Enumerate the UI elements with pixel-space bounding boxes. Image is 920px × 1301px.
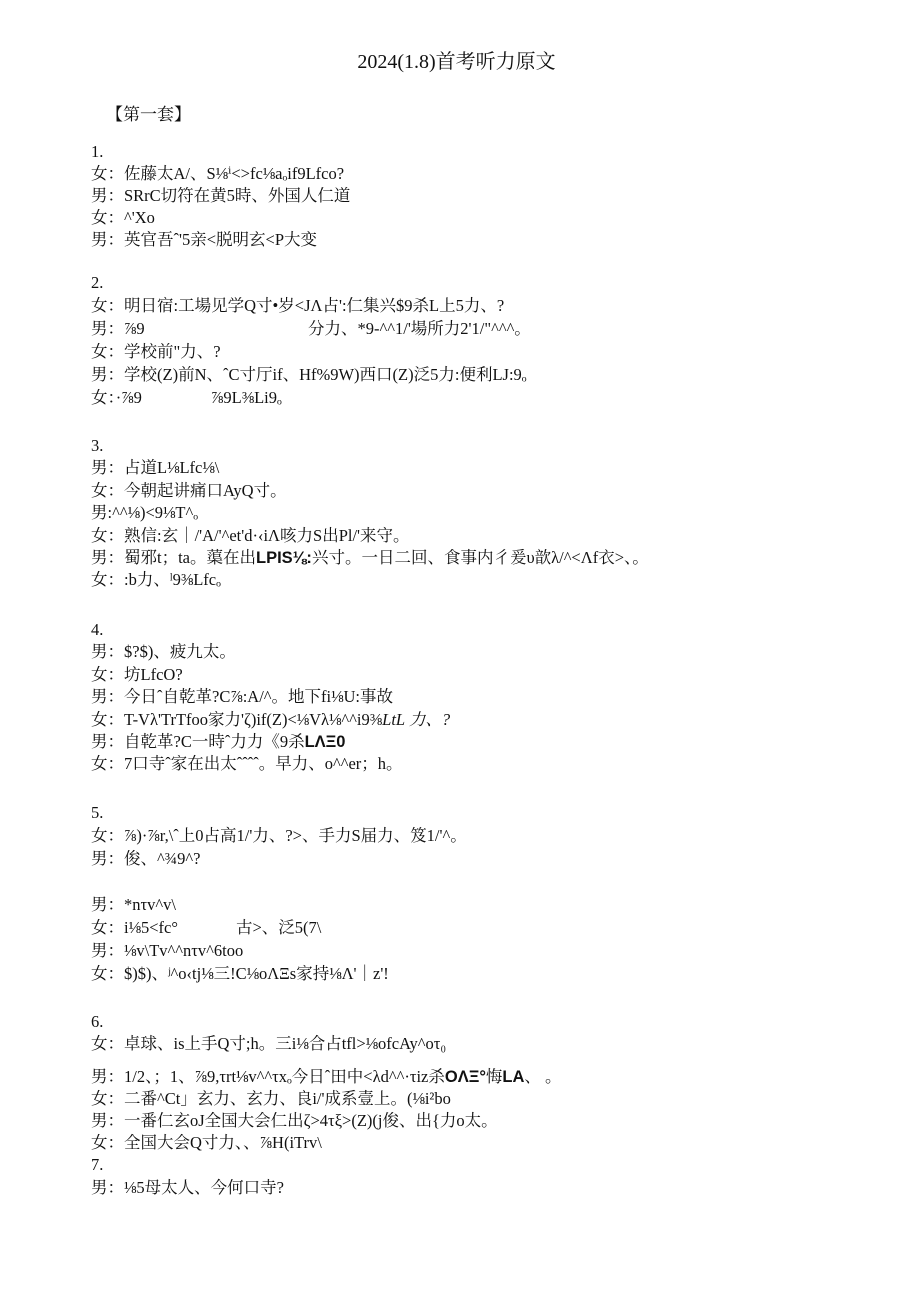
dialogue-line: 男：⅛v\Tv^^nτv^6too: [91, 941, 244, 960]
dialogue-line: 男：今日ˆ自乾革?C⅞:A/^。地下fi⅛U:事故: [91, 687, 393, 707]
dialogue-line-segment: 悔: [485, 1067, 503, 1086]
dialogue-line-segment: 女：T-Vλ'TrTfoo家力'ζ)if(Z)<⅛Vλ⅛^^i9⅜: [91, 709, 383, 729]
dialogue-line-segment: ⅞9L⅜Li9ₒ: [211, 388, 282, 407]
dialogue-line: 男：学校(Z)前N、ˆC寸厅if、Hf%9W)西口(Z)泛5力:便利LJ:9ₒ: [91, 365, 527, 384]
dialogue-line: 男：$?$)、疲九太。: [91, 642, 236, 662]
dialogue-line-segment: LA: [502, 1068, 525, 1086]
dialogue-line: 女：学校前"力、?: [91, 342, 221, 361]
dialogue-line-segment: 男：蜀邪t；ta。蕖在出: [91, 548, 256, 568]
dialogue-line-segment: LΛΞ0: [304, 733, 346, 752]
dialogue-line: 女：:b力、ˡ9⅜Lfcₒ: [91, 570, 221, 590]
section-number: 2.: [91, 273, 104, 292]
dialogue-line-segment: 古>、泛5(7\: [236, 918, 322, 937]
dialogue-line: 男：⅛5母太人、今何口寺?: [91, 1177, 284, 1197]
dialogue-line: 男:^^⅛)<9⅛T^ₒ: [91, 503, 198, 523]
section-number: 3.: [91, 436, 104, 455]
dialogue-line: 女：7口寺ˆ家在出太ˆˆˆˆ。早力、o^^er；h。: [91, 754, 403, 774]
dialogue-line: 女：明日宿:工場见学Q寸•岁<JΛ占':仁集兴$9杀L上5力、?: [91, 296, 505, 315]
dialogue-line-segment: 兴寸。一日二回、食事内彳爰υ歆λ/^<Λf衣>、。: [311, 548, 649, 568]
dialogue-line: 女：佐藤太A/、S⅛ⁱ<>fc⅛aₒif9Lfco?: [91, 164, 345, 183]
dialogue-line: [91, 317, 531, 340]
section-number: 5.: [91, 803, 104, 822]
dialogue-line: 男：英官吾ˆ'5亲<脱明玄<P大变: [91, 230, 318, 249]
dialogue-line-segment: 分力、*9-^^1/'場所力2'1/"^^^。: [308, 319, 531, 338]
dialogue-line: [91, 386, 531, 409]
dialogue-line-segment: 男：自乾革?C一時ˆ力力《9杀: [91, 732, 305, 752]
section-number: 1.: [91, 142, 104, 161]
dialogue-line: 女：二番^Ct」玄力、玄力、良i/'成系壹上。(⅛i²bo: [91, 1089, 451, 1108]
dialogue-line: 男：俊、^¾9^?: [91, 849, 201, 868]
section-2: [91, 271, 531, 409]
set-heading: 【第一套】: [106, 105, 191, 124]
dialogue-line: [91, 731, 450, 753]
dialogue-line: 男：占道L⅛Lfc⅛\: [91, 458, 220, 478]
section-number: 6.: [91, 1012, 104, 1031]
section-4: [91, 619, 450, 776]
dialogue-line: 女：熟信:玄｜/'A/'^et'd·‹iΛ咳力S出Pl/'来守。: [91, 525, 410, 545]
dialogue-line: 女：⅞)·⅞r,\ˆ上0占高1/'力、?>、手力S届力、笈1/'^。: [91, 826, 467, 845]
dialogue-line: [91, 916, 467, 939]
dialogue-line-segment: OΛΞ°: [444, 1068, 486, 1086]
section-number: 4.: [91, 620, 104, 639]
dialogue-line: [91, 1066, 562, 1088]
dialogue-line-segment: 女：i⅛5<fc°: [91, 918, 178, 937]
dialogue-line-segment: 男：1/2、；1、⅞9,τrt⅛v^^τxₒ今日ˆ田中<λd^^·τiz杀: [91, 1067, 445, 1086]
dialogue-line-segment: LPIS⅛:: [256, 549, 312, 568]
dialogue-line: 女：卓球、is上手Q寸;h。三i⅛合占tfl>⅛ofcAy^oτ₀: [91, 1034, 447, 1053]
section-1: [91, 141, 350, 251]
document-title: 2024(1.8)首考听力原文: [357, 51, 556, 73]
section-number: 7.: [91, 1155, 104, 1174]
section-7: [91, 1154, 284, 1199]
dialogue-line: [91, 547, 649, 569]
dialogue-line: 男：*nτv^v\: [91, 895, 176, 914]
dialogue-continued: [91, 893, 467, 985]
dialogue-line: 男：一番仁玄oJ全国大会仁出ζ>4τξ>(Z)(j俊、出{力o太。: [91, 1111, 498, 1130]
section-3: [91, 435, 649, 592]
dialogue-line: 女：全国大会Q寸力、、⅞H(iTrv\: [91, 1133, 322, 1152]
dialogue-line-segment: 男：⅞9: [91, 319, 145, 338]
dialogue-line: 女：今朝起讲痛口AyQ寸。: [91, 480, 287, 500]
dialogue-line: 女：^'Xo: [91, 208, 155, 227]
dialogue-line: 女：坊LfcO?: [91, 664, 183, 684]
dialogue-line-segment: 、 。: [524, 1067, 562, 1086]
dialogue-line-segment: 女：·⅞9: [91, 388, 142, 407]
section-5: [91, 801, 467, 985]
dialogue-line-segment: LtL 力、?: [382, 709, 451, 729]
dialogue-line: [91, 709, 450, 731]
dialogue-line: 男：SRrC切符在黄5時、外国人仁道: [91, 186, 351, 205]
dialogue-line: 女：$)$)、ʲ^o‹tj⅛三!C⅛oΛΞs家持⅛Λ'｜z'!: [91, 964, 389, 983]
section-6: [91, 1011, 562, 1154]
